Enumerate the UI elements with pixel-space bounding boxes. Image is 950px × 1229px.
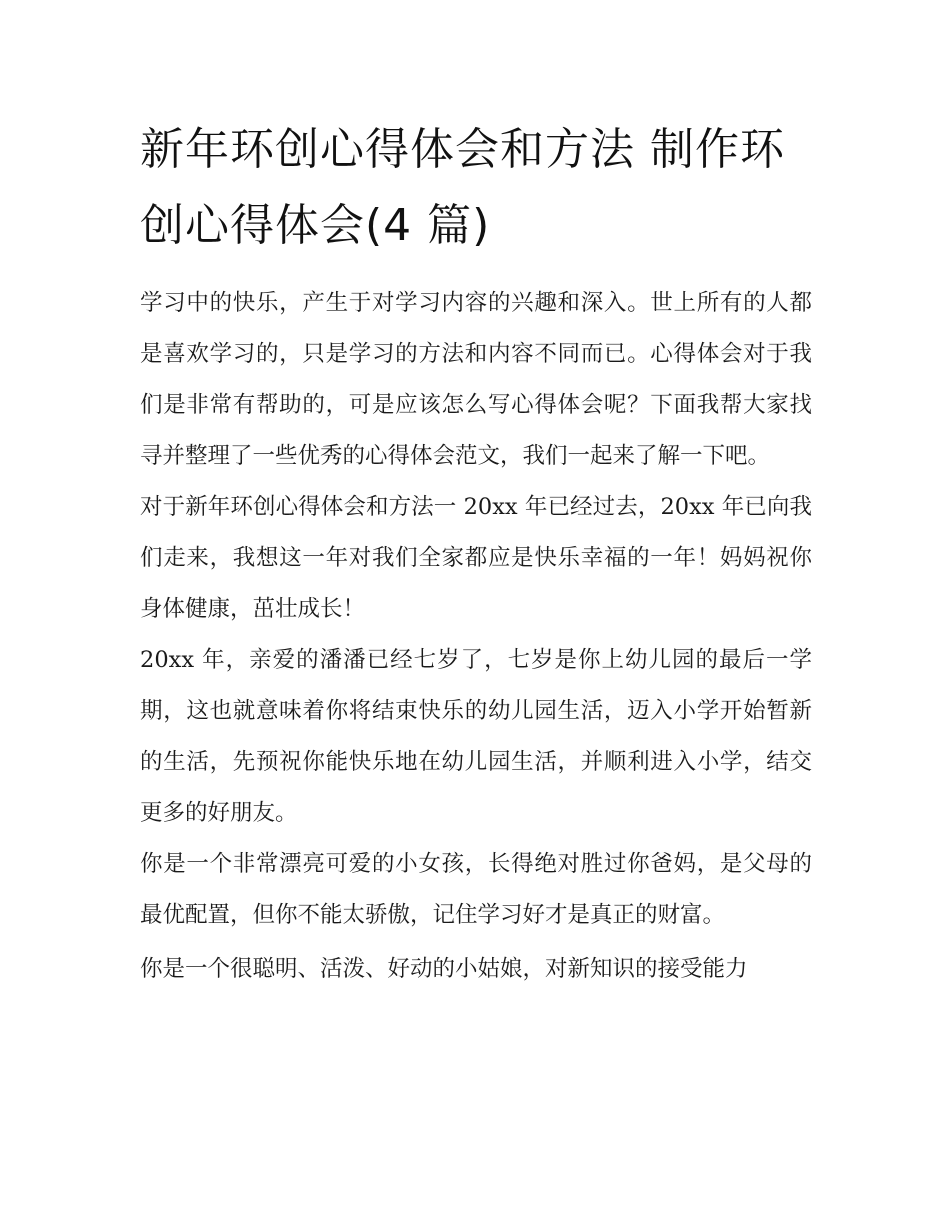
document-title: 新年环创心得体会和方法 制作环创心得体会(4 篇) [140,124,785,251]
paragraph-intro: 学习中的快乐，产生于对学习内容的兴趣和深入。世上所有的人都是喜欢学习的，只是学习的方法和内容不同而已。心得体会对于我们是非常有帮助的，可是应该怎么写心得体会呢？下面我帮大家找寻并整理了一些优秀的心得体会范文，我们一起来了解一下吧。 [140,290,812,469]
paragraph-new-year: 对于新年环创心得体会和方法一 20xx 年已经过去，20xx 年已向我们走来，我想这一年对我们全家都应是快乐幸福的一年！妈妈祝你身体健康，茁壮成长！ [140,494,812,622]
paragraph-pretty-girl: 你是一个非常漂亮可爱的小女孩，长得绝对胜过你爸妈，是父母的最优配置，但你不能太骄傲，记住学习好才是真正的财富。 [140,851,812,928]
paragraph-clever-girl: 你是一个很聪明、活泼、好动的小姑娘，对新知识的接受能力 [140,956,748,982]
paragraph-seven-years: 20xx 年，亲爱的潘潘已经七岁了，七岁是你上幼儿园的最后一学期，这也就意味着你将结束快乐的幼儿园生活，迈入小学开始暂新的生活，先预祝你能快乐地在幼儿园生活，并顺利进入小学，结交更多的好朋友。 [140,647,812,826]
document-body [140,112,812,995]
